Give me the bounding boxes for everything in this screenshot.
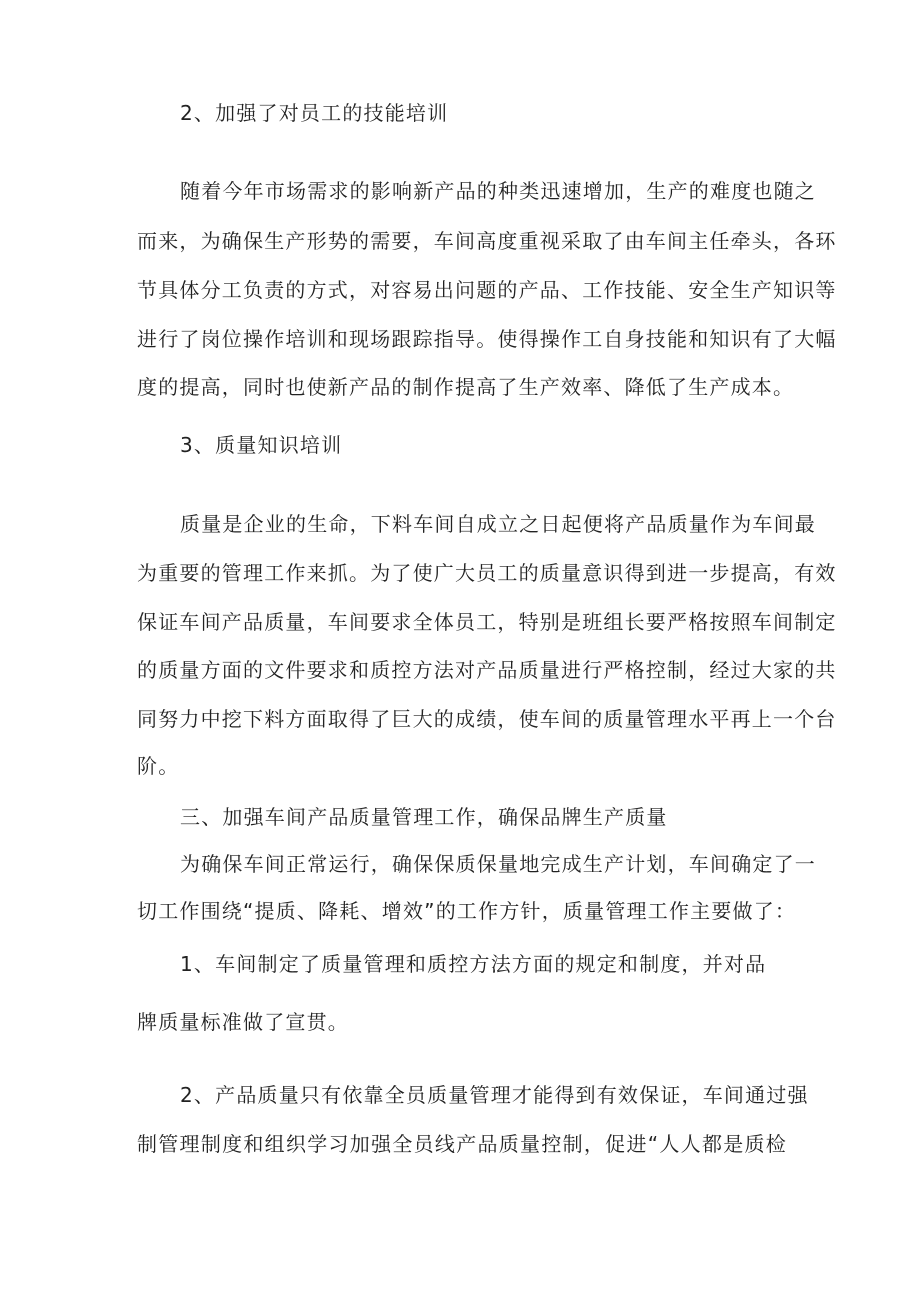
paragraph-line: 为确保车间正常运行，确保保质保量地完成生产计划，车间确定了一 <box>180 852 816 876</box>
paragraph-line: 进行了岗位操作培训和现场跟踪指导。使得操作工自身技能和知识有了大幅 <box>137 327 837 351</box>
paragraph-line: 切工作围绕“提质、降耗、增效”的工作方针，质量管理工作主要做了： <box>137 899 797 923</box>
section-heading-quality-training: 3、质量知识培训 <box>180 433 343 457</box>
paragraph-line: 而来，为确保生产形势的需要，车间高度重视采取了由车间主任牵头，各环 <box>137 229 837 253</box>
paragraph-line: 1、车间制定了质量管理和质控方法方面的规定和制度，并对品 <box>180 952 767 976</box>
section-heading-skill-training: 2、加强了对员工的技能培训 <box>180 101 449 125</box>
paragraph-line: 制管理制度和组织学习加强全员线产品质量控制，促进“人人都是质检 <box>137 1132 787 1156</box>
paragraph-line: 牌质量标准做了宣贯。 <box>137 1010 349 1034</box>
section-heading-quality-management: 三、加强车间产品质量管理工作，确保品牌生产质量 <box>180 805 668 829</box>
paragraph-line: 2、产品质量只有依靠全员质量管理才能得到有效保证，车间通过强 <box>180 1083 809 1107</box>
paragraph-line: 度的提高，同时也使新产品的制作提高了生产效率、降低了生产成本。 <box>137 375 795 399</box>
paragraph-line: 的质量方面的文件要求和质控方法对产品质量进行严格控制，经过大家的共 <box>137 658 837 682</box>
paragraph-line: 质量是企业的生命，下料车间自成立之日起便将产品质量作为车间最 <box>180 512 816 536</box>
paragraph-line: 节具体分工负责的方式，对容易出问题的产品、工作技能、安全生产知识等 <box>137 278 837 302</box>
paragraph-line: 同努力中挖下料方面取得了巨大的成绩，使车间的质量管理水平再上一个台 <box>137 707 837 731</box>
paragraph-line: 为重要的管理工作来抓。为了使广大员工的质量意识得到进一步提高，有效 <box>137 561 837 585</box>
paragraph-line: 保证车间产品质量，车间要求全体员工，特别是班组长要严格按照车间制定 <box>137 610 837 634</box>
paragraph-line: 随着今年市场需求的影响新产品的种类迅速增加，生产的难度也随之 <box>180 179 816 203</box>
paragraph-line: 阶。 <box>137 754 180 778</box>
